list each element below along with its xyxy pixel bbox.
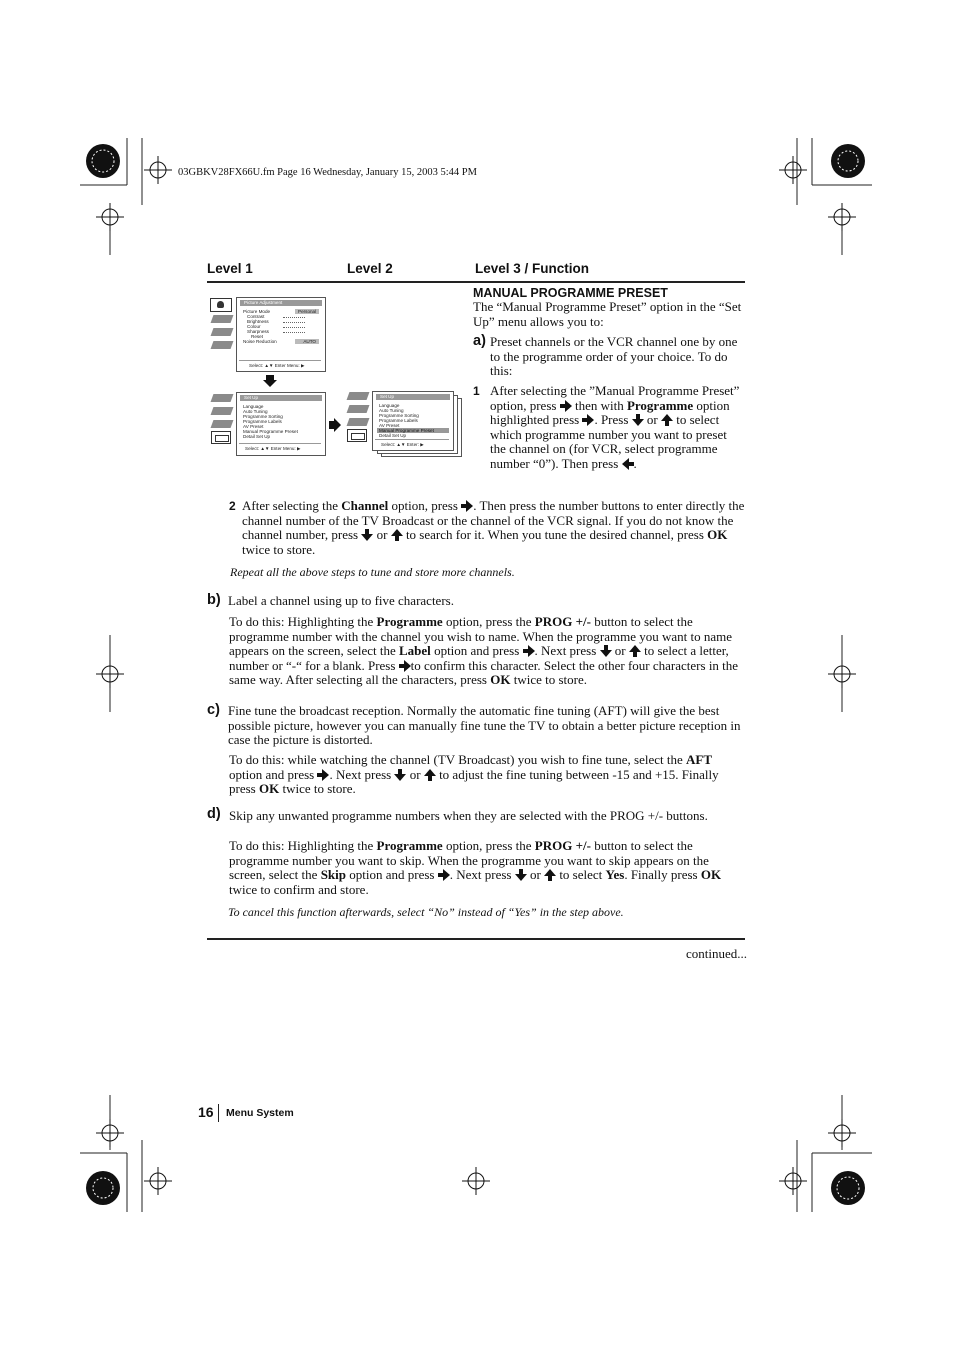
arrow-right-icon [317, 769, 329, 781]
label-b: b) [207, 592, 221, 608]
arrow-down-icon [361, 529, 373, 541]
arrow-down-icon [632, 414, 644, 426]
arrow-right-icon [438, 869, 450, 881]
footer-section: Menu System [226, 1107, 294, 1119]
level-2-heading: Level 2 [347, 261, 393, 276]
label-a: a) [473, 333, 486, 349]
footer-divider [218, 1104, 219, 1122]
arrow-right-icon [329, 418, 341, 432]
setup-screen: Set Up Language Auto Tuning Programme Sorting Programme Labels AV Preset Manual Programme Preset Detail Set Up Select: ▲▼ Enter Menu: ▶ [236, 392, 326, 456]
d-instructions: To do this: Highlighting the Programme option, press the PROG +/- button to select the programme number you want to skip. When the programme you want to skip appears on the screen, select the Skip option and press . Next press or to select Yes. Finally press OK twice to confirm and store. [229, 838, 722, 897]
level-1-heading: Level 1 [207, 261, 253, 276]
b-instructions: To do this: Highlighting the Programme option, press the PROG +/- button to select the programme number with the channel you wish to name. When the programme you want to name appears on the screen, select the Label option and press . Next press or to select a letter, number or “-“ for a blank. Press to confirm this character. Select the other four characters in the same way. After selecting all the characters, press OK twice to store. [229, 614, 739, 687]
bottom-rule [207, 938, 745, 940]
setup-screen-title: Set Up [240, 395, 322, 401]
heading-rule [207, 281, 745, 283]
arrow-left-icon [622, 458, 634, 470]
menu-illustration [207, 290, 469, 465]
arrow-up-icon [661, 414, 673, 426]
a-text: Preset channels or the VCR channel one by one to the programme order of your choice. To do this: [490, 334, 738, 378]
step-2-number: 2 [229, 499, 236, 513]
setup-selected-title: Set Up [376, 394, 450, 400]
c-text: Fine tune the broadcast reception. Normally the automatic fine tuning (AFT) will give the best possible picture, however you can manually fine tune the TV to obtain a better picture reception in case the picture is distorted. [228, 703, 741, 747]
arrow-right-icon [582, 414, 594, 426]
file-header: 03GBKV28FX66U.fm Page 16 Wednesday, January 15, 2003 5:44 PM [178, 167, 477, 178]
cancel-note: To cancel this function afterwards, select “No” instead of “Yes” in the step above. [228, 905, 624, 919]
arrow-right-icon [523, 645, 535, 657]
label-c: c) [207, 702, 220, 718]
step-1-number: 1 [473, 384, 480, 398]
arrow-down-icon [394, 769, 406, 781]
arrow-down-icon [263, 375, 277, 387]
arrow-right-icon [560, 400, 572, 412]
step-1-text: After selecting the ”Manual Programme Preset” option, press then with Programme option highlighted press . Press or to select which programme number you want to preset the channel on (for VCR, select programme number “0”). Then press . [490, 383, 740, 471]
picture-tab-icon [210, 298, 232, 312]
level-3-heading: Level 3 / Function [475, 261, 590, 276]
arrow-up-icon [424, 769, 436, 781]
selected-menu-row: Manual Programme Preset [377, 428, 449, 433]
step-2-text: After selecting the Channel option, press . Then press the number buttons to enter directly the channel number of the TV Broadcast or the channel of the VCR signal. If you do not know the channel number, press or to search for it. When you tune the desired channel, press OK twice to store. [242, 498, 745, 557]
arrow-right-icon [399, 660, 411, 672]
arrow-up-icon [544, 869, 556, 881]
section-intro: The “Manual Programme Preset” option in the “Set Up” menu allows you to: [473, 299, 742, 329]
arrow-down-icon [515, 869, 527, 881]
repeat-note: Repeat all the above steps to tune and store more channels. [230, 565, 515, 579]
setup-screen-selected: Set Up Language Auto Tuning Programme Sorting Programme Labels AV Preset Manual Programme Preset Detail Set Up Select: ▲▼ Enter: ▶ [372, 391, 454, 451]
arrow-up-icon [391, 529, 403, 541]
section-title: MANUAL PROGRAMME PRESET [473, 286, 668, 300]
picture-adjustment-screen: Picture Adjustment Picture Mode Contrast Brightness Colour Sharpness Reset Noise Reduction Personal AUTO Select: ▲▼ Enter Menu: ▶ [236, 297, 326, 372]
setup-tab-icon-2 [347, 429, 367, 442]
page-number: 16 [198, 1104, 214, 1120]
label-d: d) [207, 806, 221, 822]
arrow-right-icon [461, 500, 473, 512]
picture-screen-title: Picture Adjustment [240, 300, 322, 306]
d-text: Skip any unwanted programme numbers when they are selected with the PROG +/- buttons. [229, 808, 708, 823]
setup-tab-icon [211, 431, 231, 444]
c-instructions: To do this: while watching the channel (TV Broadcast) you wish to fine tune, select the AFT option and press . Next press or to adjust the fine tuning between -15 and +15. Finally press OK twice to store. [229, 752, 719, 796]
arrow-down-icon [600, 645, 612, 657]
arrow-up-icon [629, 645, 641, 657]
b-text: Label a channel using up to five characters. [228, 593, 454, 608]
continued-text: continued... [686, 946, 748, 961]
